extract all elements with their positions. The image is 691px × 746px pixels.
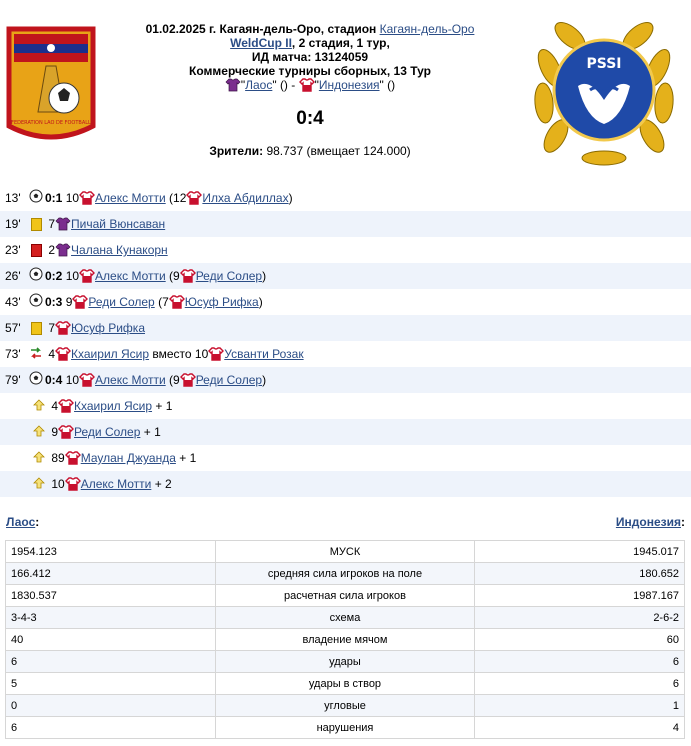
stat-away-value: 6 xyxy=(474,651,684,673)
laos-logo-text: FEDERATION LAO DE FOOTBALL xyxy=(11,120,91,126)
soccer-ball-icon xyxy=(27,186,45,212)
event-row xyxy=(0,367,691,393)
rating-up-icon xyxy=(30,420,48,446)
event-minute: 13' xyxy=(5,191,21,205)
home-team-link[interactable]: Лаос xyxy=(245,78,273,92)
match-stats-table xyxy=(5,540,685,739)
event-minute: 57' xyxy=(5,321,21,335)
player-number: 4 xyxy=(51,399,59,413)
assist-player-link[interactable]: Илха Абдиллах xyxy=(202,191,289,205)
player-number: 7 xyxy=(48,217,56,231)
player-number: 9 xyxy=(51,425,59,439)
match-id: ИД матча: 13124059 xyxy=(251,50,369,64)
stat-home-value: 1830.537 xyxy=(6,585,216,607)
assist-player-link[interactable]: Юсуф Рифка xyxy=(184,295,259,309)
player-link[interactable]: Юсуф Рифка xyxy=(71,321,145,335)
event-row xyxy=(0,445,691,471)
event-minute: 19' xyxy=(5,217,21,231)
event-row xyxy=(0,315,691,341)
cup-line xyxy=(130,36,490,50)
cup-stage: , 2 стадия, 1 тур, xyxy=(291,36,390,50)
substitution-icon xyxy=(27,342,45,368)
assist-player-link[interactable]: Реди Солер xyxy=(195,269,263,283)
player-link[interactable]: Реди Солер xyxy=(88,295,155,309)
event-row xyxy=(0,419,691,445)
stat-away-value: 4 xyxy=(474,717,684,739)
stat-away-value: 180.652 xyxy=(474,563,684,585)
home-team-extra: () xyxy=(279,78,288,92)
rating-bonus: + 2 xyxy=(154,477,172,491)
player-link[interactable]: Чалана Кунакорн xyxy=(71,243,168,257)
teams-line: "Лаос" () - "Индонезия" () xyxy=(130,78,490,92)
event-minute: 23' xyxy=(5,243,21,257)
stats-home-colon: : xyxy=(35,515,40,529)
player-number: 89 xyxy=(51,451,65,465)
player-link[interactable]: Алекс Мотти xyxy=(95,269,166,283)
red-card-icon xyxy=(27,238,45,264)
yellow-card-icon xyxy=(27,316,45,342)
rating-bonus: + 1 xyxy=(179,451,197,465)
pssi-logo-text: PSSI xyxy=(586,56,622,72)
match-events-list xyxy=(0,185,691,497)
event-minute: 43' xyxy=(5,295,21,309)
player-link[interactable]: Алекс Мотти xyxy=(80,477,152,491)
player-number: 7 xyxy=(48,321,56,335)
player-number: 9 xyxy=(65,295,73,309)
assist-close: ) xyxy=(262,269,267,283)
stat-name: схема xyxy=(216,607,474,629)
rating-up-icon xyxy=(30,394,48,420)
player-number: 10 xyxy=(65,373,80,387)
assist-number: (9 xyxy=(169,269,180,283)
stats-away-colon: : xyxy=(681,515,685,529)
stats-home-team-link[interactable]: Лаос xyxy=(6,515,36,529)
stats-row xyxy=(6,563,685,585)
stat-home-value: 3-4-3 xyxy=(6,607,216,629)
player-link[interactable]: Кхаирил Ясир xyxy=(74,399,153,413)
soccer-ball-icon xyxy=(27,290,45,316)
event-score: 0:4 xyxy=(45,373,66,387)
player-link[interactable]: Алекс Мотти xyxy=(95,191,166,205)
stats-row xyxy=(6,651,685,673)
away-shirt-icon xyxy=(299,78,315,92)
event-row xyxy=(0,289,691,315)
event-row xyxy=(0,237,691,263)
rating-up-icon xyxy=(30,472,48,498)
event-row xyxy=(0,211,691,237)
stats-away-team-link[interactable]: Индонезия xyxy=(615,515,681,529)
player-link[interactable]: Алекс Мотти xyxy=(95,373,166,387)
spectators-line xyxy=(130,144,490,158)
rating-bonus: + 1 xyxy=(155,399,173,413)
assist-player-link[interactable]: Реди Солер xyxy=(195,373,263,387)
stats-row xyxy=(6,541,685,563)
stat-away-value: 60 xyxy=(474,629,684,651)
stats-row xyxy=(6,607,685,629)
stat-name: удары xyxy=(216,651,474,673)
player-link[interactable]: Кхаирил Ясир xyxy=(71,347,150,361)
player-link[interactable]: Реди Солер xyxy=(74,425,141,439)
away-team-link[interactable]: Индонезия xyxy=(318,78,380,92)
event-minute: 79' xyxy=(5,373,21,387)
stat-away-value: 2-6-2 xyxy=(474,607,684,629)
stats-row xyxy=(6,629,685,651)
match-header xyxy=(0,0,691,185)
stats-row xyxy=(6,585,685,607)
cup-link[interactable]: WeldCup II xyxy=(230,36,292,50)
stat-name: расчетная сила игроков xyxy=(216,585,474,607)
laos-federation-logo xyxy=(6,26,96,148)
match-date-line xyxy=(130,22,490,36)
stats-header xyxy=(0,515,691,533)
stat-name: удары в створ xyxy=(216,673,474,695)
player-number: 4 xyxy=(48,347,56,361)
stat-home-value: 166.412 xyxy=(6,563,216,585)
stat-home-value: 1954.123 xyxy=(6,541,216,563)
match-info xyxy=(130,22,490,158)
player-link[interactable]: Пичай Вюнсаван xyxy=(71,217,166,231)
away-team-extra: () xyxy=(387,78,396,92)
pssi-logo xyxy=(530,8,678,168)
stat-away-value: 1 xyxy=(474,695,684,717)
assist-number: (12 xyxy=(169,191,187,205)
final-score: 0:4 xyxy=(296,108,324,129)
event-score: 0:3 xyxy=(45,295,66,309)
stats-row xyxy=(6,695,685,717)
stat-home-value: 5 xyxy=(6,673,216,695)
event-row xyxy=(0,471,691,497)
yellow-card-icon xyxy=(27,212,45,238)
stat-home-value: 6 xyxy=(6,717,216,739)
subbed-player-link[interactable]: Усванти Розак xyxy=(224,347,304,361)
tournament-name: Коммерческие турниры сборных, 13 Тур xyxy=(189,64,431,78)
stat-away-value: 1987.167 xyxy=(474,585,684,607)
sub-replaces: вместо 10 xyxy=(152,347,209,361)
stat-away-value: 6 xyxy=(474,673,684,695)
assist-close: ) xyxy=(288,191,293,205)
event-minute: 73' xyxy=(5,347,21,361)
soccer-ball-icon xyxy=(27,264,45,290)
stat-name: средняя сила игроков на поле xyxy=(216,563,474,585)
rating-bonus: + 1 xyxy=(143,425,161,439)
player-number: 2 xyxy=(48,243,56,257)
event-score: 0:2 xyxy=(45,269,66,283)
spectators-value: 98.737 (вмещает 124.000) xyxy=(266,144,411,158)
stat-home-value: 0 xyxy=(6,695,216,717)
event-row xyxy=(0,341,691,367)
stat-home-value: 6 xyxy=(6,651,216,673)
assist-number: (9 xyxy=(169,373,180,387)
spectators-label: Зрители: xyxy=(209,144,264,158)
soccer-ball-icon xyxy=(27,368,45,394)
assist-close: ) xyxy=(262,373,267,387)
stat-away-value: 1945.017 xyxy=(474,541,684,563)
match-date: 01.02.2025 г. Кагаян-дель-Оро, стадион xyxy=(145,22,380,36)
home-shirt-icon xyxy=(225,78,241,92)
stat-name: МУСК xyxy=(216,541,474,563)
stat-name: нарушения xyxy=(216,717,474,739)
stat-name: владение мячом xyxy=(216,629,474,651)
stat-home-value: 40 xyxy=(6,629,216,651)
player-link[interactable]: Маулан Джуанда xyxy=(80,451,176,465)
player-number: 10 xyxy=(51,477,65,491)
event-row xyxy=(0,393,691,419)
rating-up-icon xyxy=(30,446,48,472)
assist-close: ) xyxy=(258,295,263,309)
player-number: 10 xyxy=(65,191,80,205)
event-score: 0:1 xyxy=(45,191,66,205)
player-number: 10 xyxy=(65,269,80,283)
stats-row xyxy=(6,673,685,695)
assist-number: (7 xyxy=(158,295,169,309)
event-minute: 26' xyxy=(5,269,21,283)
event-row xyxy=(0,185,691,211)
away-shirt-icon xyxy=(65,474,81,500)
stat-name: угловые xyxy=(216,695,474,717)
stadium-link[interactable]: Кагаян-дель-Оро xyxy=(379,22,475,36)
stats-row xyxy=(6,717,685,739)
event-row xyxy=(0,263,691,289)
